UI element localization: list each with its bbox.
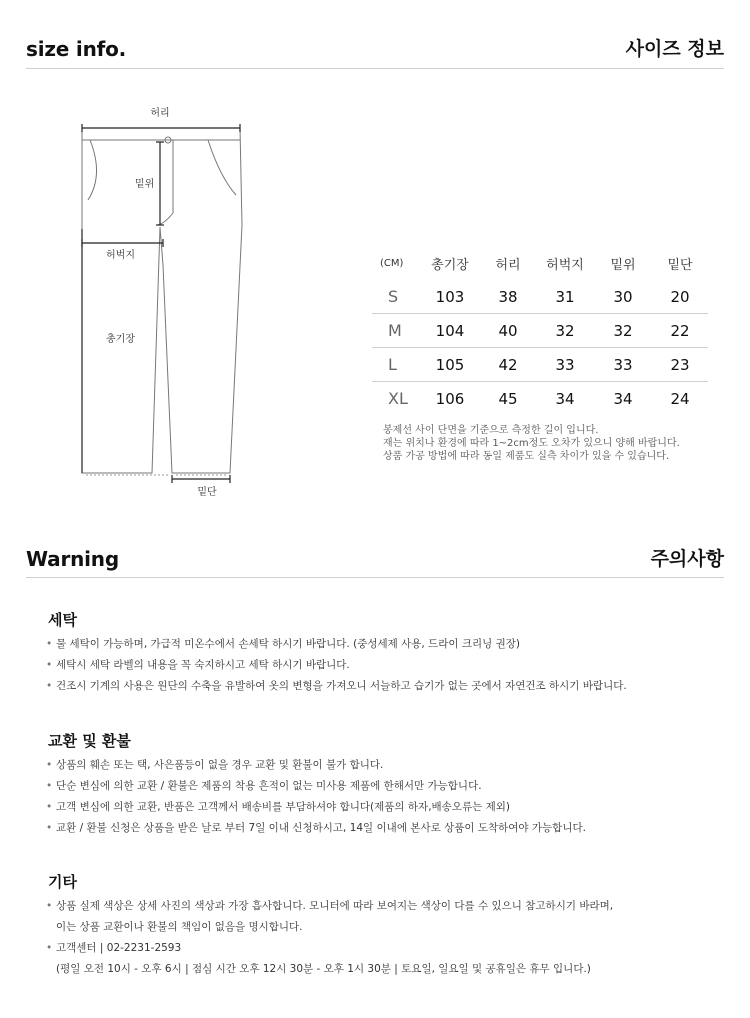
table-cell: 104	[420, 314, 480, 348]
table-row	[372, 314, 708, 348]
list-item: • 건조시 기계의 사용은 원단의 수축을 유발하여 옷의 변형을 가져오니 서늘하고 습기가 없는 곳에서 자연건조 하시기 바랍니다.	[46, 680, 627, 692]
left-pocket-line	[88, 140, 97, 200]
pants-diagram	[60, 95, 300, 515]
label-waist: 허리	[150, 108, 170, 119]
label-thigh: 허벅지	[106, 250, 135, 261]
size-table	[372, 246, 708, 415]
size-cell: L	[372, 348, 420, 382]
washing-title: 세탁	[48, 611, 77, 629]
pants-outline	[82, 128, 242, 473]
size-notes	[383, 424, 680, 463]
table-cell: 34	[536, 382, 594, 416]
size-info-title-ko: 사이즈 정보	[625, 38, 724, 60]
table-row	[372, 382, 708, 416]
table-cell: 42	[480, 348, 536, 382]
divider	[26, 577, 724, 578]
header-rise: 밑위	[610, 257, 636, 273]
table-cell: 33	[536, 348, 594, 382]
table-cell: 40	[480, 314, 536, 348]
list-item: • 상품 실제 색상은 상세 사진의 색상과 가장 흡사합니다. 모니터에 따라 보여지는 색상이 다를 수 있으니 참고하시기 바라며,	[46, 900, 614, 912]
table-cell: 30	[613, 287, 633, 306]
warning-title-ko: 주의사항	[650, 548, 724, 570]
table-cell: 24	[652, 382, 708, 416]
header-thigh: 허벅지	[546, 257, 584, 273]
table-cell: 106	[420, 382, 480, 416]
unit-label: (CM)	[380, 257, 404, 269]
table-cell: 32	[594, 314, 652, 348]
etc-list	[46, 896, 613, 980]
table-cell: 103	[435, 287, 465, 306]
warning-header	[26, 544, 724, 571]
size-info-title: size info.	[26, 37, 127, 61]
washing-list	[46, 634, 627, 697]
header-hem: 밑단	[667, 257, 693, 273]
table-cell: 105	[420, 348, 480, 382]
divider	[26, 68, 724, 69]
size-cell: M	[372, 314, 420, 348]
header-waist: 허리	[495, 257, 521, 273]
size-table-header	[372, 246, 708, 280]
table-cell: 22	[652, 314, 708, 348]
size-cell: XL	[372, 382, 420, 416]
list-item: • 물 세탁이 가능하며, 가급적 미온수에서 손세탁 하시기 바랍니다. (중성세제 사용, 드라이 크리닝 권장)	[46, 638, 520, 650]
header-total-length: 총기장	[431, 257, 469, 273]
exchange-list	[46, 755, 586, 839]
table-cell: 31	[555, 287, 575, 306]
etc-title: 기타	[48, 873, 77, 891]
table-cell: 45	[480, 382, 536, 416]
table-cell: 33	[594, 348, 652, 382]
exchange-title: 교환 및 환불	[48, 732, 131, 750]
list-item: • 고객센터 | 02-2231-2593	[46, 942, 182, 954]
table-cell: 23	[652, 348, 708, 382]
list-item: 이는 상품 교환이나 환불의 책임이 없음을 명시합니다.	[56, 921, 303, 933]
list-item: • 상품의 훼손 또는 택, 사은품등이 없을 경우 교환 및 환불이 불가 합니다.	[46, 759, 384, 771]
warning-title: Warning	[26, 547, 119, 571]
table-cell: 38	[498, 287, 518, 306]
label-hem: 밑단	[197, 487, 217, 498]
size-info-header	[26, 34, 724, 61]
table-cell: 34	[594, 382, 652, 416]
table-cell: 32	[536, 314, 594, 348]
label-rise: 밑위	[135, 179, 155, 190]
note-line: 봉제선 사이 단면을 기준으로 측정한 길이 입니다.	[383, 425, 599, 436]
list-item: • 세탁시 세탁 라벨의 내용을 꼭 숙지하시고 세탁 하시기 바랍니다.	[46, 659, 350, 671]
list-item: • 고객 변심에 의한 교환, 반품은 고객께서 배송비를 부담하셔야 합니다(제품의 하자,배송오류는 제외)	[46, 801, 510, 813]
table-row	[372, 348, 708, 382]
label-total-length: 총기장	[106, 334, 135, 345]
table-row	[372, 280, 708, 314]
list-item: • 단순 변심에 의한 교환 / 환불은 제품의 착용 흔적이 없는 미사용 제품에 한해서만 가능합니다.	[46, 780, 482, 792]
note-line: 상품 가공 방법에 따라 동일 제품도 실측 차이가 있을 수 있습니다.	[383, 451, 670, 462]
right-pocket-line	[208, 140, 236, 195]
size-cell: S	[388, 287, 399, 306]
note-line: 재는 위치나 환경에 따라 1~2cm정도 오차가 있으니 양해 바랍니다.	[383, 438, 680, 449]
table-cell: 20	[670, 287, 690, 306]
list-item: • 교환 / 환불 신청은 상품을 받은 날로 부터 7일 이내 신청하시고, 14일 이내에 본사로 상품이 도착하여야 가능합니다.	[46, 822, 586, 834]
list-item: (평일 오전 10시 - 오후 6시 | 점심 시간 오후 12시 30분 - 오후 1시 30분 | 토요일, 일요일 및 공휴일은 휴무 입니다.)	[56, 963, 591, 975]
